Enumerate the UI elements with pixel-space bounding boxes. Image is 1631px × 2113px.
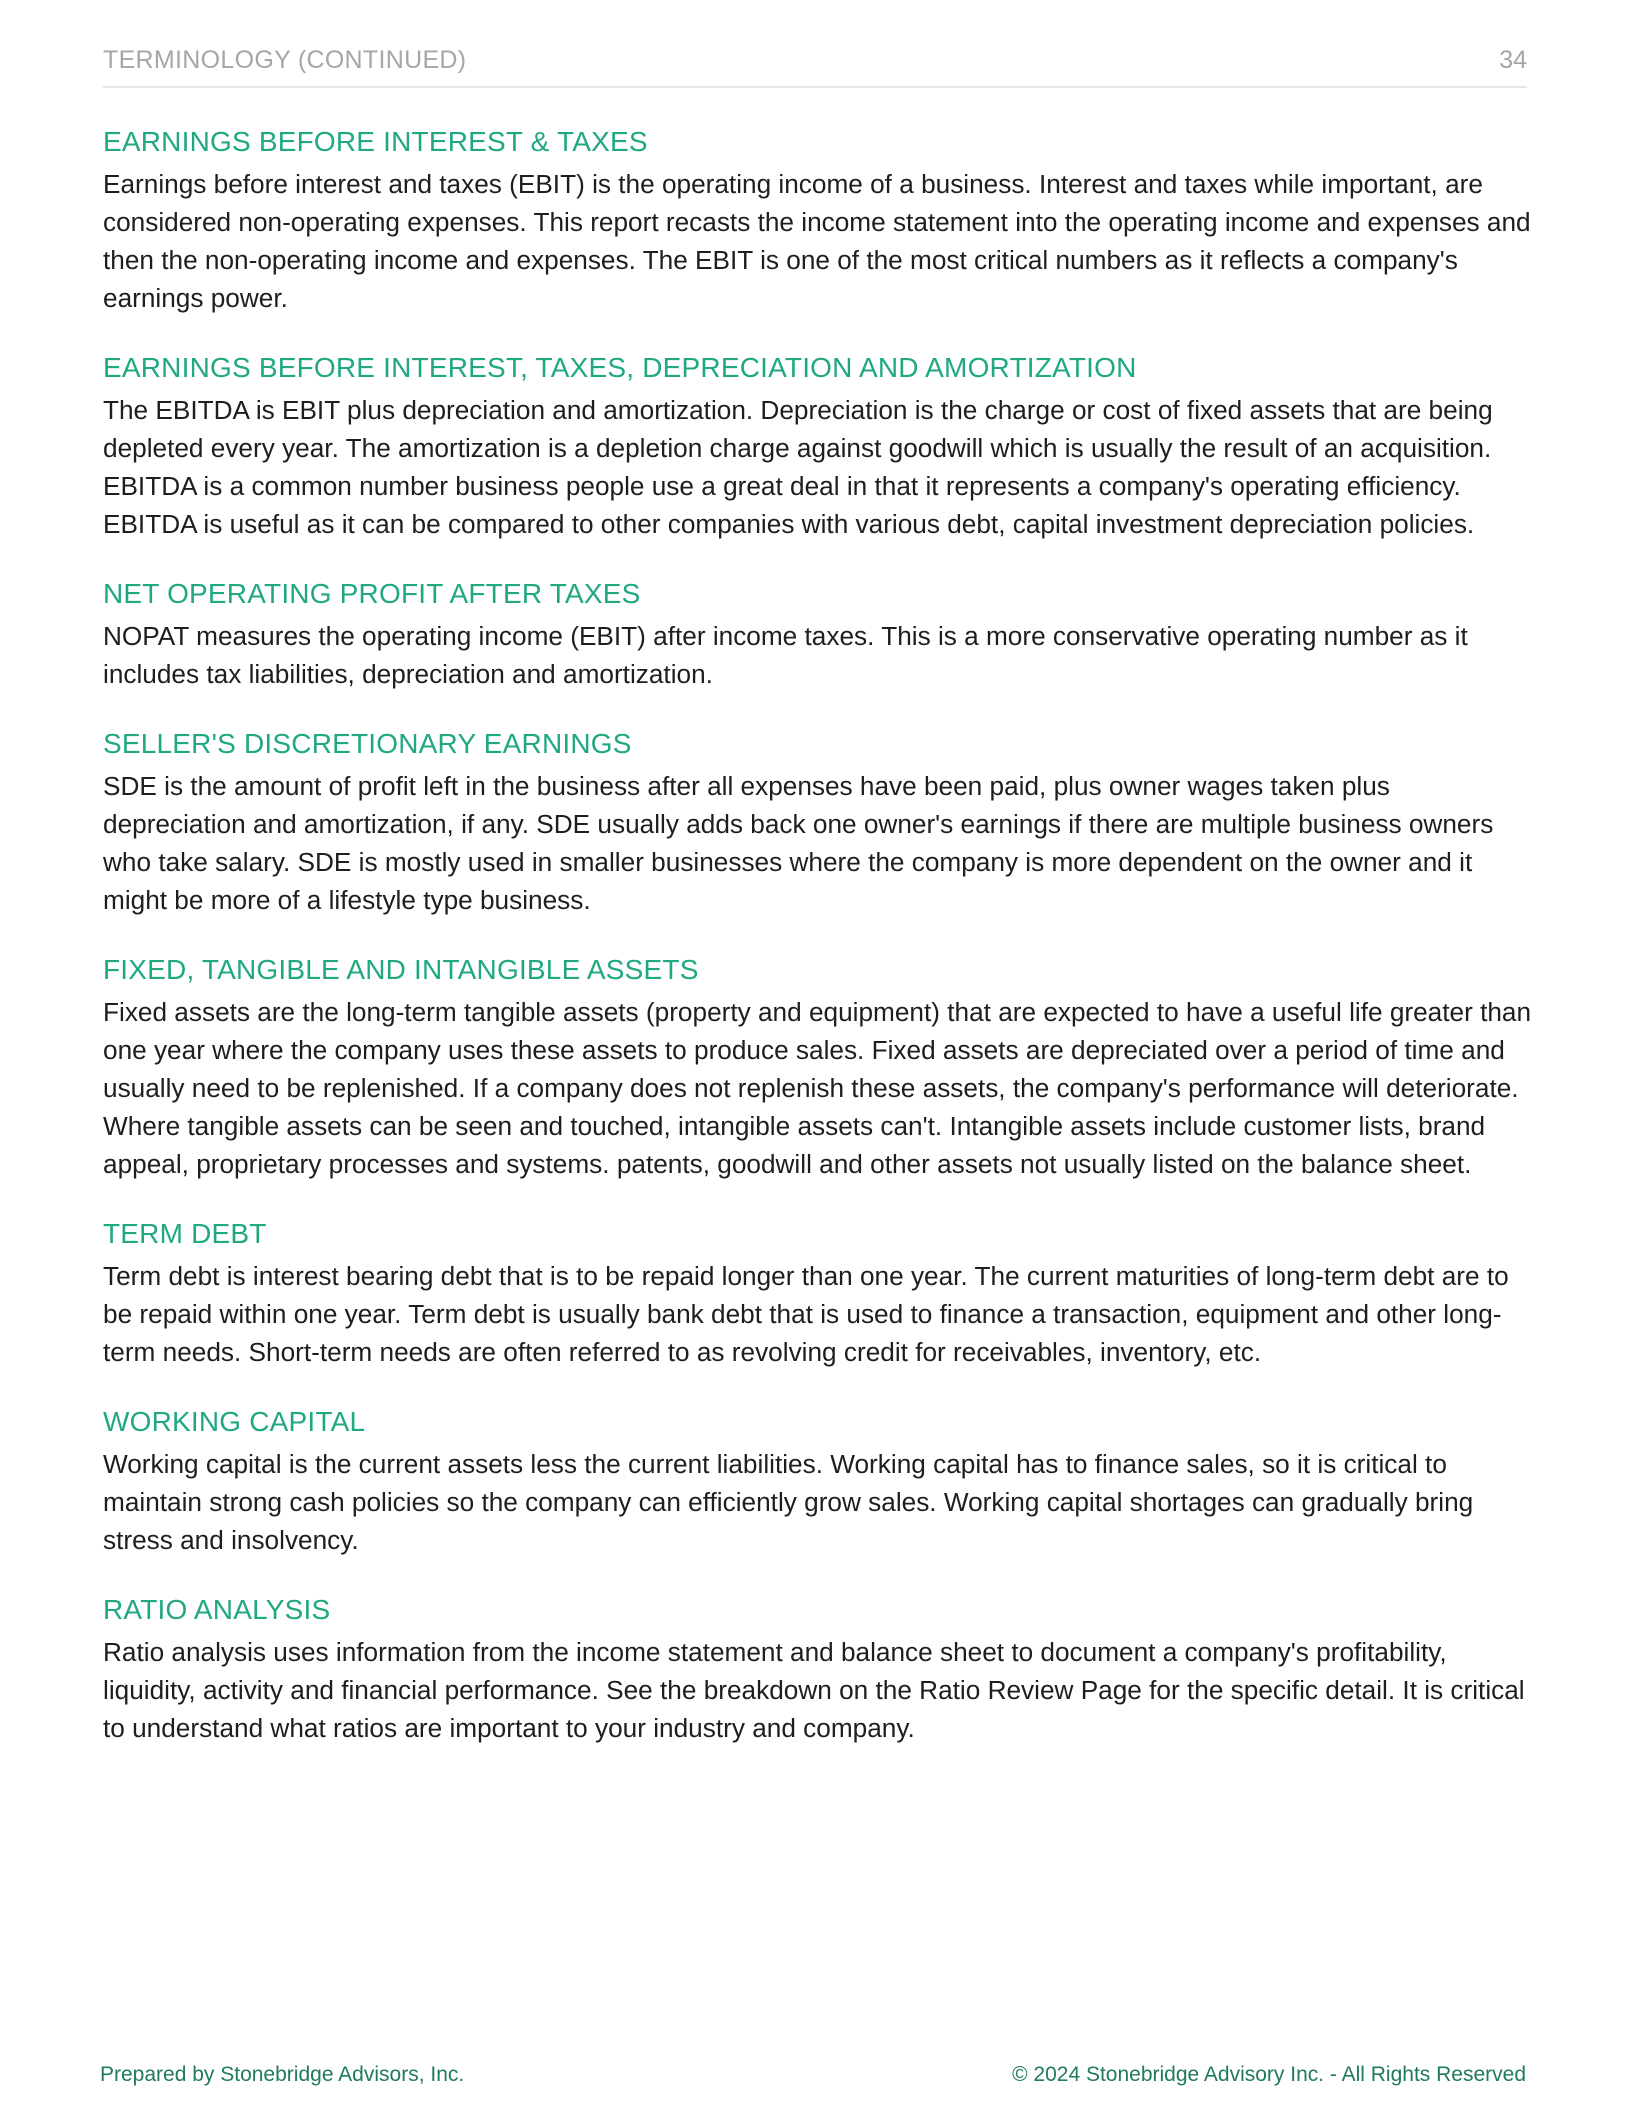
section-ebitda xyxy=(103,348,1533,543)
section-term-debt xyxy=(103,1214,1533,1371)
section-heading: EARNINGS BEFORE INTEREST & TAXES xyxy=(103,126,648,157)
section-ebit xyxy=(103,122,1533,317)
section-sde xyxy=(103,724,1533,919)
section-body: Fixed assets are the long-term tangible assets (property and equipment) that are expected to have a useful life greater than one year where the company uses these assets to produce sales. Fixed assets are depreciated over a period of time and usually need to be replenished. If a company does not replenish these assets, the company's performance will deteriorate. Where tangible assets can be seen and touched, intangible assets can't. Intangible assets include customer lists, brand appeal, proprietary processes and systems. patents, goodwill and other assets not usually listed on the balance sheet. xyxy=(103,997,1532,1179)
section-heading: FIXED, TANGIBLE AND INTANGIBLE ASSETS xyxy=(103,954,699,985)
section-body: NOPAT measures the operating income (EBIT) after income taxes. This is a more conservative operating number as it includes tax liabilities, depreciation and amortization. xyxy=(103,621,1468,689)
section-body: Earnings before interest and taxes (EBIT) is the operating income of a business. Interest and taxes while important, are considered non-operating expenses. This report recasts the income statement into the operating income and expenses and then the non-operating income and expenses. The EBIT is one of the most critical numbers as it reflects a company's earnings power. xyxy=(103,169,1531,313)
section-working-capital xyxy=(103,1402,1533,1559)
footer-prepared-by: Prepared by Stonebridge Advisors, Inc. xyxy=(100,2063,465,2086)
page-number: 34 xyxy=(1499,46,1527,74)
section-heading: NET OPERATING PROFIT AFTER TAXES xyxy=(103,578,641,609)
section-body: Working capital is the current assets less the current liabilities. Working capital has to finance sales, so it is critical to maintain strong cash policies so the company can efficiently grow sales. Working capital shortages can gradually bring stress and insolvency. xyxy=(103,1449,1474,1555)
section-heading: RATIO ANALYSIS xyxy=(103,1594,331,1625)
section-heading: SELLER'S DISCRETIONARY EARNINGS xyxy=(103,728,632,759)
section-ratio-analysis xyxy=(103,1590,1533,1747)
header-title: TERMINOLOGY (CONTINUED) xyxy=(103,46,467,74)
section-heading: TERM DEBT xyxy=(103,1218,267,1249)
section-body: Term debt is interest bearing debt that is to be repaid longer than one year. The current maturities of long-term debt are to be repaid within one year. Term debt is usually bank debt that is used to finance a transaction, equipment and other long-term needs. Short-term needs are often referred to as revolving credit for receivables, inventory, etc. xyxy=(103,1261,1509,1367)
section-heading: EARNINGS BEFORE INTEREST, TAXES, DEPRECIATION AND AMORTIZATION xyxy=(103,352,1137,383)
section-body: The EBITDA is EBIT plus depreciation and amortization. Depreciation is the charge or cost of fixed assets that are being depleted every year. The amortization is a depletion charge against goodwill which is usually the result of an acquisition. EBITDA is a common number business people use a great deal in that it represents a company's operating efficiency. EBITDA is useful as it can be compared to other companies with various debt, capital investment depreciation policies. xyxy=(103,395,1493,539)
footer-copyright: © 2024 Stonebridge Advisory Inc. - All Rights Reserved xyxy=(1012,2063,1526,2086)
terminology-content xyxy=(103,122,1533,1778)
section-body: SDE is the amount of profit left in the business after all expenses have been paid, plus owner wages taken plus depreciation and amortization, if any. SDE usually adds back one owner's earnings if there are multiple business owners who take salary. SDE is mostly used in smaller businesses where the company is more dependent on the owner and it might be more of a lifestyle type business. xyxy=(103,771,1494,915)
section-fixed-assets xyxy=(103,950,1533,1183)
page-footer xyxy=(100,2063,1526,2093)
section-body: Ratio analysis uses information from the income statement and balance sheet to document a company's profitability, liquidity, activity and financial performance. See the breakdown on the Ratio Review Page for the specific detail. It is critical to understand what ratios are important to your industry and company. xyxy=(103,1637,1525,1743)
section-heading: WORKING CAPITAL xyxy=(103,1406,366,1437)
page-header xyxy=(103,46,1527,88)
section-nopat xyxy=(103,574,1533,693)
